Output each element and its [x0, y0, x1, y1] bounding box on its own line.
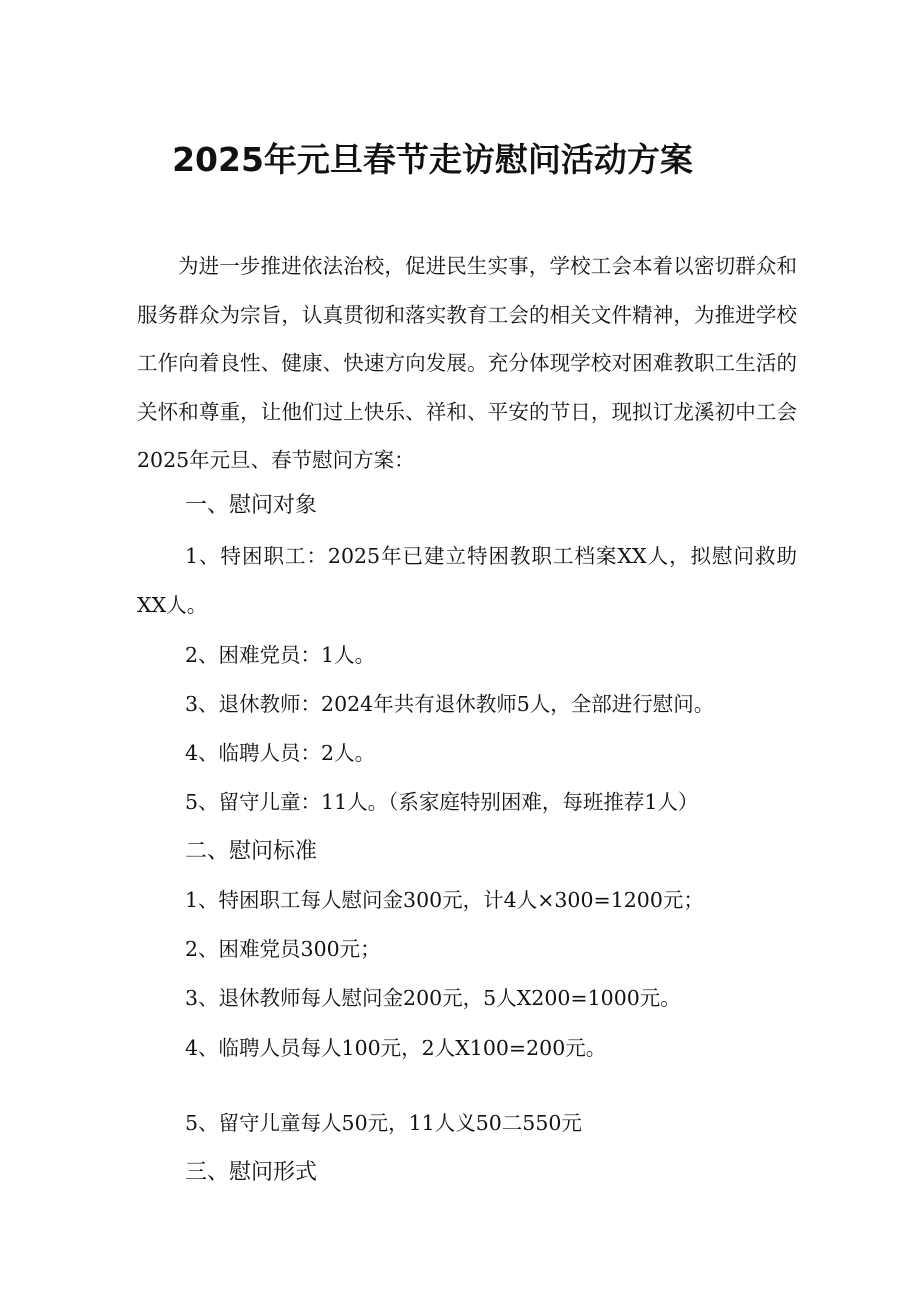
section-heading-targets: 一、慰问对象 [185, 493, 318, 518]
target-item-3: 3、退休教师：2024年共有退休教师5人，全部进行慰问。 [185, 692, 715, 716]
document-title: 2025年元旦春节走访慰问活动方案 [172, 140, 693, 179]
target-item-1: 1、特困职工：2025年已建立特困教职工档案XX人，拟慰问救助XX人。 [137, 544, 797, 617]
standard-item-3: 3、退休教师每人慰问金200元，5人X200=1000元。 [185, 986, 681, 1010]
target-item-2: 2、困难党员：1人。 [185, 643, 376, 667]
section-heading-standards: 二、慰问标准 [185, 839, 318, 864]
section-heading-forms: 三、慰问形式 [185, 1160, 318, 1185]
intro-paragraph: 为进一步推进依法治校，促进民生实事，学校工会本着以密切群众和服务群众为宗旨，认真贯彻和落实教育工会的相关文件精神，为推进学校工作向着良性、健康、快速方向发展。充分体现学校对困难教职工生活的关怀和尊重，让他们过上快乐、祥和、平安的节日，现拟订龙溪初中工会2025年元旦、春节慰问方案： [137, 254, 797, 472]
standard-item-1: 1、特困职工每人慰问金300元，计4人×300=1200元； [185, 888, 704, 912]
target-item-4: 4、临聘人员：2人。 [185, 741, 376, 765]
standard-item-5: 5、留守儿童每人50元，11人义50二550元 [185, 1111, 582, 1135]
standard-item-2: 2、困难党员300元； [185, 937, 381, 961]
standard-item-4: 4、临聘人员每人100元，2人X100=200元。 [185, 1036, 607, 1060]
target-item-5: 5、留守儿童：11人。（系家庭特别困难，每班推荐1人） [185, 790, 699, 814]
